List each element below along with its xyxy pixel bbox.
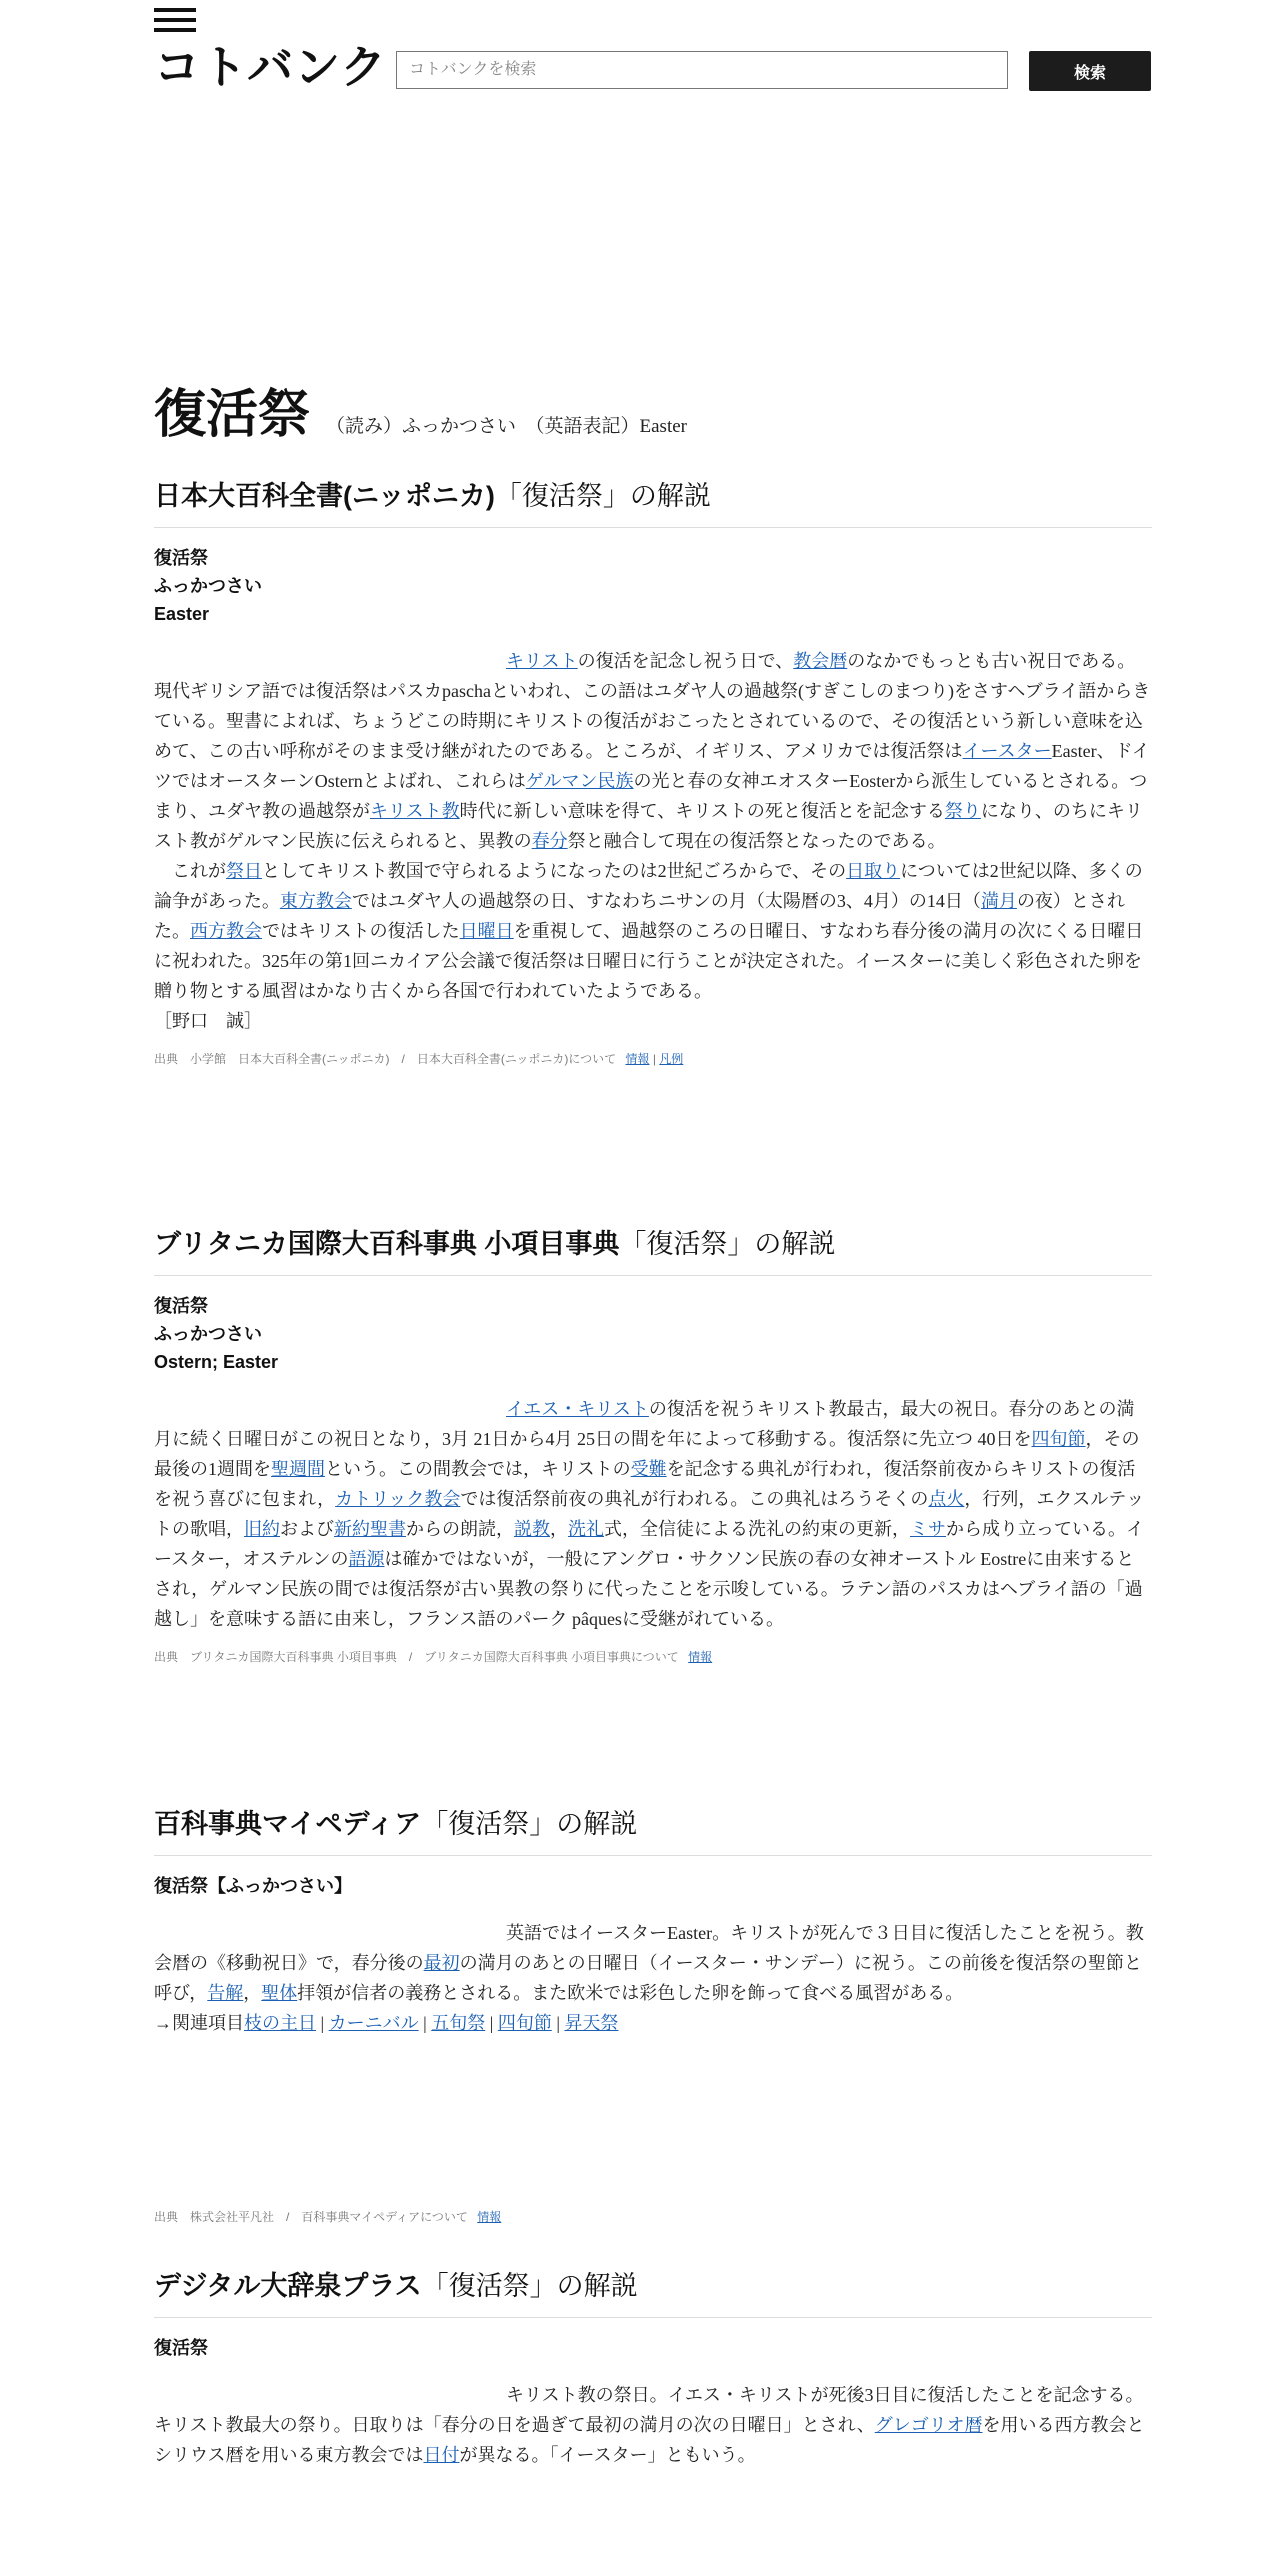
link-passion[interactable]: 受難 bbox=[630, 1459, 667, 1479]
link-lent[interactable]: 四旬節 bbox=[1031, 1429, 1086, 1449]
section-heading bbox=[154, 1802, 1152, 1856]
entry-head-line: Easter bbox=[154, 604, 210, 624]
entry-body: イエス・キリストの復活を祝うキリスト教最古，最大の祝日。春分のあとの満月に続く日曜日がこの祝日となり，3月 21日から4月 25日の間を年によって移動する。復活祭に先立つ 40日を四旬節，その最後の1週間を聖週間という。この間教会では，キリストの受難を記念する典礼が行われ，復活祭前夜からキリストの復活を祝う喜びに包まれ，カトリック教会では復活祭前夜の典礼が行われる。この典礼はろうそくの点火，行列，エクスルテットの歌唱，旧約および新約聖書からの朗読，説教，洗礼式，全信徒による洗礼の約束の更新，ミサから成り立っている。イースター，オステルンの語源は確かではないが，一般にアングロ・サクソン民族の春の女神オーストル Eostreに由来するとされ，ゲルマン民族の間では復活祭が古い異教の祭りに代ったことを示唆している。ラテン語のパスカはヘブライ語の「過越し」を意味する語に由来し，フランス語のパーク pâquesに受継がれている。 bbox=[154, 1399, 1145, 1629]
link-catholic-church[interactable]: カトリック教会 bbox=[335, 1489, 461, 1509]
section-heading-suffix: 「復活祭」の解説 bbox=[421, 1809, 638, 1839]
source-text: 出典 小学館 日本大百科全書(ニッポニカ) / 日本大百科全書(ニッポニカ)について bbox=[154, 1052, 617, 1066]
section-heading-suffix: 「復活祭」の解説 bbox=[421, 2271, 638, 2301]
related-link[interactable]: 五旬祭 bbox=[431, 2013, 486, 2033]
link-church-calendar[interactable]: 教会暦 bbox=[793, 651, 848, 671]
section-heading bbox=[154, 474, 1152, 528]
link-sermon[interactable]: 説教 bbox=[514, 1519, 550, 1539]
entry-reading: （読み）ふっかつさい （英語表記）Easter bbox=[326, 416, 687, 437]
entry-head-line: ふっかつさい bbox=[154, 1324, 262, 1344]
link-mass[interactable]: ミサ bbox=[910, 1519, 946, 1539]
entry-head: 復活祭 bbox=[154, 2338, 208, 2358]
page-title: 復活祭 bbox=[154, 386, 311, 444]
link-holy-week[interactable]: 聖週間 bbox=[271, 1459, 325, 1479]
menu-icon[interactable] bbox=[154, 8, 196, 32]
link-feast-day[interactable]: 祭日 bbox=[226, 861, 262, 881]
entry-body: 英語ではイースターEaster。キリストが死んで３日目に復活したことを祝う。教会暦の《移動祝日》で，春分後の最初の満月のあとの日曜日（イースター・サンデー）に祝う。この前後を復活祭の聖節と呼び，告解，聖体拝領が信者の義務とされる。また欧米では彩色した卵を飾って食べる風習がある。 →関連項目枝の主日 | カーニバル | 五旬祭 | 四旬節 | 昇天祭 bbox=[154, 1918, 1152, 2038]
section-heading-suffix: 「復活祭」の解説 bbox=[619, 1229, 836, 1259]
related-link[interactable]: 四旬節 bbox=[497, 2013, 552, 2033]
link-western-church[interactable]: 西方教会 bbox=[190, 921, 262, 941]
entry-body: キリスト教の祭日。イエス・キリストが死後3日目に復活したことを記念する。キリスト教最大の祭り。日取りは「春分の日を過ぎて最初の満月の次の日曜日」とされ、グレゴリオ暦を用いる西方教会とシリウス暦を用いる東方教会では日付が異なる。「イースター」ともいう。 bbox=[154, 2385, 1145, 2465]
related-items: →関連項目枝の主日 | カーニバル | 五旬祭 | 四旬節 | 昇天祭 bbox=[154, 2013, 619, 2033]
related-link[interactable]: 枝の主日 bbox=[244, 2013, 316, 2033]
section-heading bbox=[154, 2264, 1152, 2318]
related-link[interactable]: 昇天祭 bbox=[564, 2013, 619, 2033]
site-logo[interactable]: コトバンク bbox=[154, 41, 388, 93]
link-gregorian[interactable]: グレゴリオ暦 bbox=[874, 2415, 983, 2435]
link-old-testament[interactable]: 旧約 bbox=[244, 1519, 280, 1539]
section-source-name: 日本大百科全書(ニッポニカ) bbox=[154, 481, 495, 511]
search-button[interactable]: 検索 bbox=[1029, 51, 1151, 91]
source-footer: 出典 小学館 日本大百科全書(ニッポニカ) / 日本大百科全書(ニッポニカ)について 情報 | 凡例 bbox=[154, 1052, 684, 1066]
link-etymology[interactable]: 語源 bbox=[348, 1549, 385, 1569]
entry-head: 復活祭【ふっかつさい】 bbox=[154, 1876, 352, 1896]
link-confession[interactable]: 告解 bbox=[207, 1983, 244, 2003]
link-full-moon[interactable]: 満月 bbox=[980, 891, 1017, 911]
section-nipponica bbox=[154, 474, 1152, 1067]
section-heading-suffix: 「復活祭」の解説 bbox=[494, 481, 711, 511]
section-daijisen-plus bbox=[154, 2264, 1152, 2470]
source-text: 出典 ブリタニカ国際大百科事典 小項目事典 / ブリタニカ国際大百科事典 小項目事典について bbox=[154, 1650, 679, 1664]
link-jesus-christ[interactable]: イエス・キリスト bbox=[506, 1399, 649, 1419]
info-link[interactable]: 情報 bbox=[625, 1052, 650, 1066]
link-baptism[interactable]: 洗礼 bbox=[568, 1519, 604, 1539]
section-source-name: ブリタニカ国際大百科事典 小項目事典 bbox=[154, 1229, 620, 1259]
link-spring-equinox[interactable]: 春分 bbox=[531, 831, 568, 851]
section-source-name: 百科事典マイペディア bbox=[154, 1809, 422, 1839]
link-sunday[interactable]: 日曜日 bbox=[459, 921, 514, 941]
source-footer bbox=[154, 1648, 1152, 1665]
section-heading bbox=[154, 1222, 1152, 1276]
entry-title-block bbox=[154, 372, 687, 447]
author-credit: ［野口 誠］ bbox=[154, 1011, 262, 1031]
entry-head-line: Ostern; Easter bbox=[154, 1352, 279, 1372]
info-link[interactable]: 情報 bbox=[477, 2210, 502, 2224]
link-date2[interactable]: 日付 bbox=[423, 2445, 460, 2465]
section-mypedia bbox=[154, 1802, 1152, 2038]
section-britannica bbox=[154, 1222, 1152, 1665]
link-new-testament[interactable]: 新約聖書 bbox=[334, 1519, 406, 1539]
entry-head-line: 復活祭 bbox=[154, 548, 208, 568]
link-christianity[interactable]: キリスト教 bbox=[370, 801, 460, 821]
legend-link[interactable]: 凡例 bbox=[659, 1052, 684, 1066]
link-first[interactable]: 最初 bbox=[423, 1953, 460, 1973]
entry-head bbox=[154, 1292, 1152, 1376]
related-link[interactable]: カーニバル bbox=[328, 2013, 419, 2033]
search-input[interactable] bbox=[396, 51, 1008, 89]
link-festival[interactable]: 祭り bbox=[944, 801, 981, 821]
source-footer bbox=[154, 2208, 501, 2225]
link-christ[interactable]: キリスト bbox=[506, 651, 578, 671]
entry-head-line: ふっかつさい bbox=[154, 576, 262, 596]
source-text: 出典 株式会社平凡社 / 百科事典マイペディアについて bbox=[154, 2210, 468, 2224]
entry-body: キリストの復活を記念し祝う日で、教会暦のなかでもっとも古い祝日である。現代ギリシア語では復活祭はパスカpaschaといわれ、この語はユダヤ人の過越祭(すぎこしのまつり)をさすヘブライ語からきている。聖書によれば、ちょうどこの時期にキリストの復活がおこったとされているので、その復活という新しい意味を込めて、この古い呼称がそのまま受け継がれたのである。ところが、イギリス、アメリカでは復活祭はイースターEaster、ドイツではオースターンOsternとよばれ、これらはゲルマン民族の光と春の女神エオスターEosterから派生しているとされる。つまり、ユダヤ教の過越祭がキリスト教時代に新しい意味を得て、キリストの死と復活とを記念する祭りになり、のちにキリスト教がゲルマン民族に伝えられると、異教の春分祭と融合して現在の復活祭となったのである。 これが祭日としてキリスト教国で守られるようになったのは2世紀ごろからで、その日取りについては2世紀以降、多くの論争があった。東方教会ではユダヤ人の過越祭の日、すなわちニサンの月（太陽暦の3、4月）の14日（満月の夜）とされた。西方教会ではキリストの復活した日曜日を重視して、過越祭のころの日曜日、すなわち春分後の満月の次にくる日曜日に祝われた。325年の第1回ニカイア公会議で復活祭は日曜日に行うことが決定された。イースターに美しく彩色された卵を贈り物とする風習はかなり古くから各国で行われていたようである。 ［野口 誠］ bbox=[154, 646, 1152, 1036]
related-prefix: →関連項目 bbox=[154, 2013, 244, 2033]
link-date[interactable]: 日取り bbox=[846, 861, 901, 881]
info-link[interactable]: 情報 bbox=[688, 1650, 713, 1664]
link-eastern-church[interactable]: 東方教会 bbox=[279, 891, 352, 911]
link-easter[interactable]: イースター bbox=[962, 741, 1052, 761]
entry-head bbox=[154, 544, 1152, 628]
link-eucharist[interactable]: 聖体 bbox=[261, 1983, 298, 2003]
entry-head-line: 復活祭 bbox=[154, 1296, 208, 1316]
link-lighting[interactable]: 点火 bbox=[928, 1489, 965, 1509]
section-source-name: デジタル大辞泉プラス bbox=[154, 2271, 422, 2301]
link-germanic[interactable]: ゲルマン民族 bbox=[525, 771, 634, 791]
